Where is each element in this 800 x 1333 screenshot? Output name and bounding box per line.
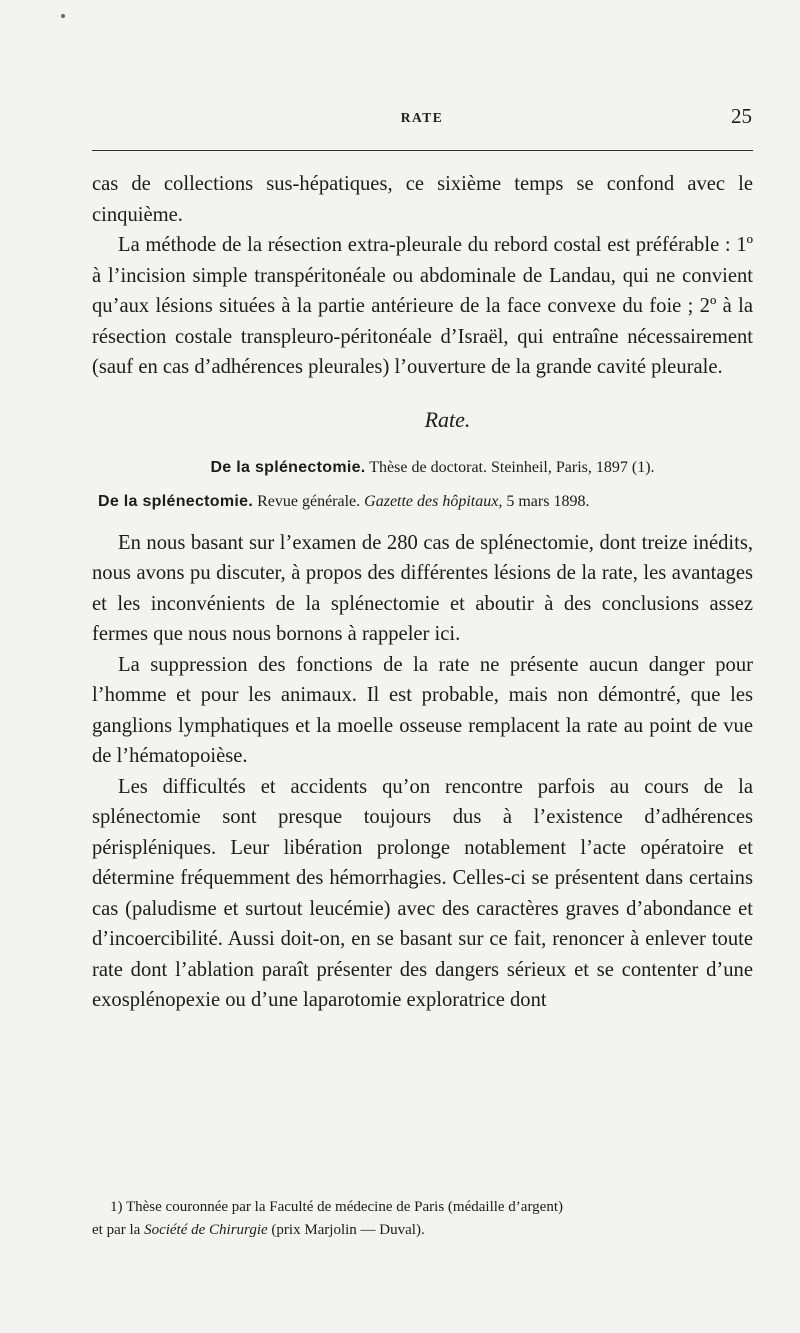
paragraph: Les difficultés et accidents qu’on rencontre parfois au cours de la splénectomie sont presque toujours dus à l’existence d’adhérences périspléniques. Leur libération prolonge notablement l’acte opératoire et détermine fréquemment des hémorrhagies. Celles-ci se présentent dans certains cas (paludisme et surtout leucémie) avec des caractères graves d’abondance et d’incoercibilité. Aussi doit-on, en se basant sur ce fait, renoncer à enlever toute rate dont l’ablation paraît présenter des dangers sérieux et se contenter d’une exosplénopexie ou d’une laparotomie exploratrice dont — [92, 775, 753, 1011]
running-header — [92, 104, 752, 134]
body-text — [92, 169, 753, 1016]
footnote-line — [92, 1219, 753, 1242]
bibliography-entry — [92, 492, 753, 512]
entry-title: De la splénectomie. — [98, 492, 254, 510]
society-name: Société de Chirurgie — [144, 1222, 268, 1238]
running-title: RATE — [400, 110, 444, 125]
footnote-text: et par la — [92, 1222, 145, 1238]
entry-date: 5 mars 1898. — [502, 492, 590, 510]
entry-title: De la splénectomie. — [210, 458, 366, 476]
section-title: Rate. — [424, 406, 471, 432]
header-rule — [92, 150, 753, 151]
paragraph: La suppression des fonctions de la rate ne présente aucun danger pour l’homme et pour les animaux. Il est probable, mais non démontré, que les ganglions lymphatiques et la moelle osseuse remplacent la rate au point de vue de l’hématopoièse. — [92, 653, 753, 767]
bibliography-entry — [92, 458, 753, 478]
footnote-text: (prix Marjolin — Duval). — [267, 1222, 425, 1238]
footnote-line: 1) Thèse couronnée par la Faculté de médecine de Paris (médaille d’argent) — [110, 1199, 564, 1215]
entry-details: Thèse de doctorat. Steinheil, Paris, 1897 (1). — [365, 458, 655, 476]
journal-name: Gazette des hôpitaux, — [364, 492, 503, 510]
page-number: 25 — [731, 104, 752, 128]
ink-speck — [61, 14, 65, 18]
paragraph: La méthode de la résection extra-pleurale du rebord costal est préférable : 1º à l’incision simple transpéritonéale ou abdominale de Landau, qui ne convient qu’aux lésions situées à la partie antérieure de la face convexe du foie ; 2º à la résection costale transpleuro-péritonéale d’Israël, qui entraîne nécessairement (sauf en cas d’adhérences pleurales) l’ouverture de la grande cavité pleurale. — [92, 234, 753, 378]
paragraph: cas de collections sus-hépatiques, ce sixième temps se confond avec le cinquième. — [92, 173, 753, 226]
entry-details: Revue générale. — [253, 492, 365, 510]
paragraph: En nous basant sur l’examen de 280 cas de splénectomie, dont treize inédits, nous avons pu discuter, à propos des différentes lésions de la rate, les avantages et les inconvénients de la splénectomie et aboutir à des conclusions assez fermes que nous nous bornons à rappeler ici. — [92, 531, 753, 645]
footnote — [92, 1196, 753, 1242]
